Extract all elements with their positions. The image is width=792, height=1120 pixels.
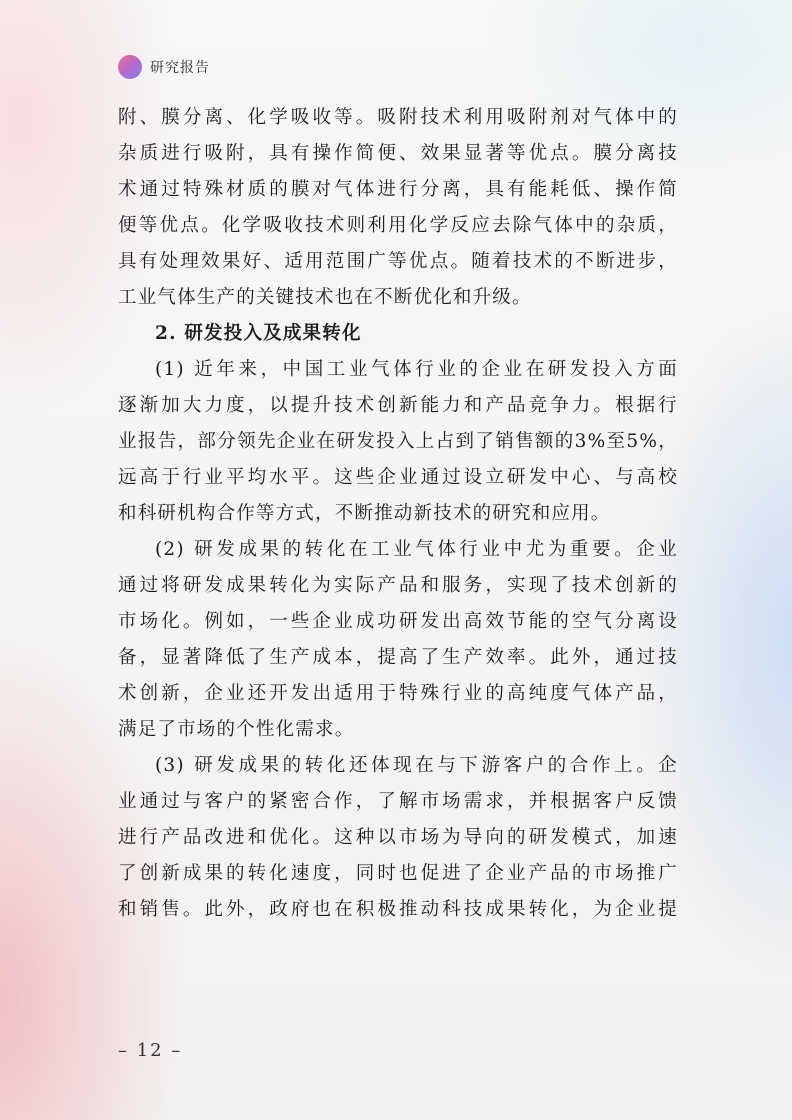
paragraph-1	[118, 352, 678, 532]
text-line: 逐渐加大力度，以提升技术创新能力和产品竞争力。根据行	[118, 395, 678, 416]
report-header	[118, 52, 210, 82]
text-line: 工业气体生产的关键技术也在不断优化和升级。	[118, 287, 532, 308]
text-line: 满足了市场的个性化需求。	[118, 719, 355, 740]
text-line: 具有处理效果好、适用范围广等优点。随着技术的不断进步，	[118, 251, 678, 272]
text-line: (2) 研发成果的转化在工业气体行业中尤为重要。企业	[155, 539, 678, 560]
text-line: (3) 研发成果的转化还体现在与下游客户的合作上。企	[155, 755, 678, 776]
text-line: 便等优点。化学吸收技术则利用化学反应去除气体中的杂质，	[118, 215, 678, 236]
text-line: 远高于行业平均水平。这些企业通过设立研发中心、与高校	[118, 467, 678, 488]
text-line: 附、膜分离、化学吸收等。吸附技术利用吸附剂对气体中的	[118, 107, 678, 128]
page-number: – 12 –	[118, 1040, 183, 1061]
paragraph-intro	[118, 100, 678, 316]
paragraph-2	[118, 532, 678, 748]
text-line: 业通过与客户的紧密合作，了解市场需求，并根据客户反馈	[118, 791, 678, 812]
text-line: 和销售。此外，政府也在积极推动科技成果转化，为企业提	[118, 899, 678, 920]
text-line: 术通过特殊材质的膜对气体进行分离，具有能耗低、操作简	[118, 179, 678, 200]
section-heading: 2. 研发投入及成果转化	[155, 323, 362, 344]
text-line: 备，显著降低了生产成本，提高了生产效率。此外，通过技	[118, 647, 678, 668]
text-line: 市场化。例如，一些企业成功研发出高效节能的空气分离设	[118, 611, 678, 632]
logo-icon	[118, 55, 142, 79]
text-line: (1) 近年来，中国工业气体行业的企业在研发投入方面	[155, 359, 678, 380]
body-content	[118, 100, 678, 928]
text-line: 了创新成果的转化速度，同时也促进了企业产品的市场推广	[118, 863, 678, 884]
text-line: 业报告，部分领先企业在研发投入上占到了销售额的3%至5%，	[118, 431, 678, 452]
paragraph-3	[118, 748, 678, 928]
text-line: 和科研机构合作等方式，不断推动新技术的研究和应用。	[118, 503, 611, 524]
text-line: 杂质进行吸附，具有操作简便、效果显著等优点。膜分离技	[118, 143, 678, 164]
text-line: 进行产品改进和优化。这种以市场为导向的研发模式，加速	[118, 827, 678, 848]
text-line: 术创新，企业还开发出适用于特殊行业的高纯度气体产品，	[118, 683, 678, 704]
text-line: 通过将研发成果转化为实际产品和服务，实现了技术创新的	[118, 575, 678, 596]
header-title: 研究报告	[150, 60, 210, 76]
